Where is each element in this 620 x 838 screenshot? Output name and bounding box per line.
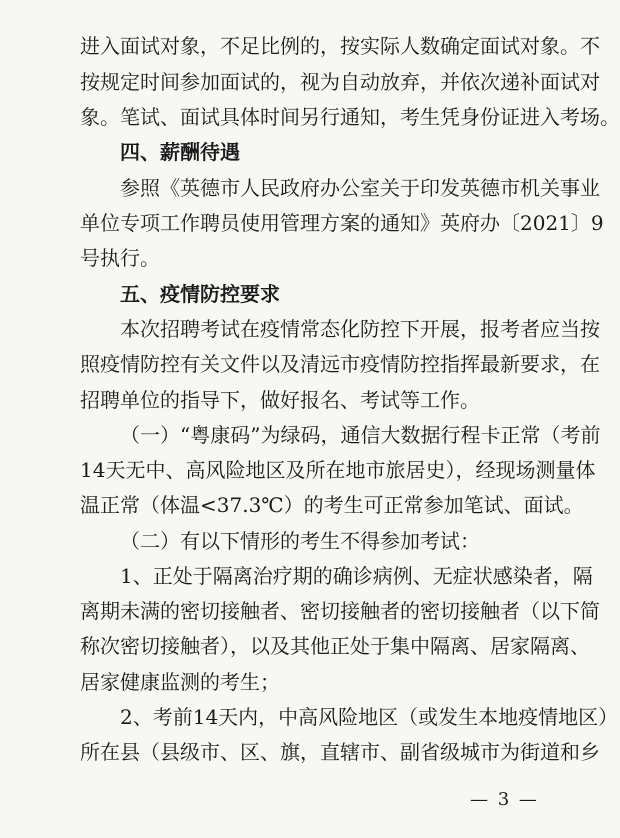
body-line: 称次密切接触者），以及其他正处于集中隔离、居家隔离、 [80,634,590,658]
body-line: 单位专项工作聘员使用管理方案的通知》英府办〔2021〕9 [80,211,604,235]
body-line: 号执行。 [80,246,160,270]
body-line: 离期未满的密切接触者、密切接触者的密切接触者（以下简 [80,599,600,623]
body-line: （二）有以下情形的考生不得参加考试： [120,529,480,553]
body-line: 本次招聘考试在疫情常态化防控下开展，报考者应当按 [120,317,600,341]
body-line: 1、正处于隔离治疗期的确诊病例、无症状感染者，隔 [120,564,593,588]
section-heading-epidemic: 五、疫情防控要求 [120,282,280,306]
body-line: （一）“粤康码”为绿码，通信大数据行程卡正常（考前 [120,423,601,447]
body-line: 2、考前14天内，中高风险地区（或发生本地疫情地区） [120,705,619,729]
body-line: 参照《英德市人民政府办公室关于印发英德市机关事业 [120,176,600,200]
body-line: 招聘单位的指导下，做好报名、考试等工作。 [80,388,480,412]
body-line: 按规定时间参加面试的，视为自动放弃，并依次递补面试对 [80,70,600,94]
body-line: 居家健康监测的考生； [80,670,280,694]
body-line: 象。笔试、面试具体时间另行通知，考生凭身份证进入考场。 [80,105,620,129]
body-line: 进入面试对象，不足比例的，按实际人数确定面试对象。不 [80,34,600,58]
body-line: 14天无中、高风险地区及所在地市旅居史），经现场测量体 [80,458,596,482]
body-line: 温正常（体温<37.3℃）的考生可正常参加笔试、面试。 [80,493,584,517]
page-number: — 3 — [470,789,539,810]
body-line: 所在县（县级市、区、旗，直辖市、副省级城市为街道和乡 [80,740,600,764]
section-heading-salary: 四、薪酬待遇 [120,140,240,164]
body-line: 照疫情防控有关文件以及清远市疫情防控指挥最新要求，在 [80,352,600,376]
